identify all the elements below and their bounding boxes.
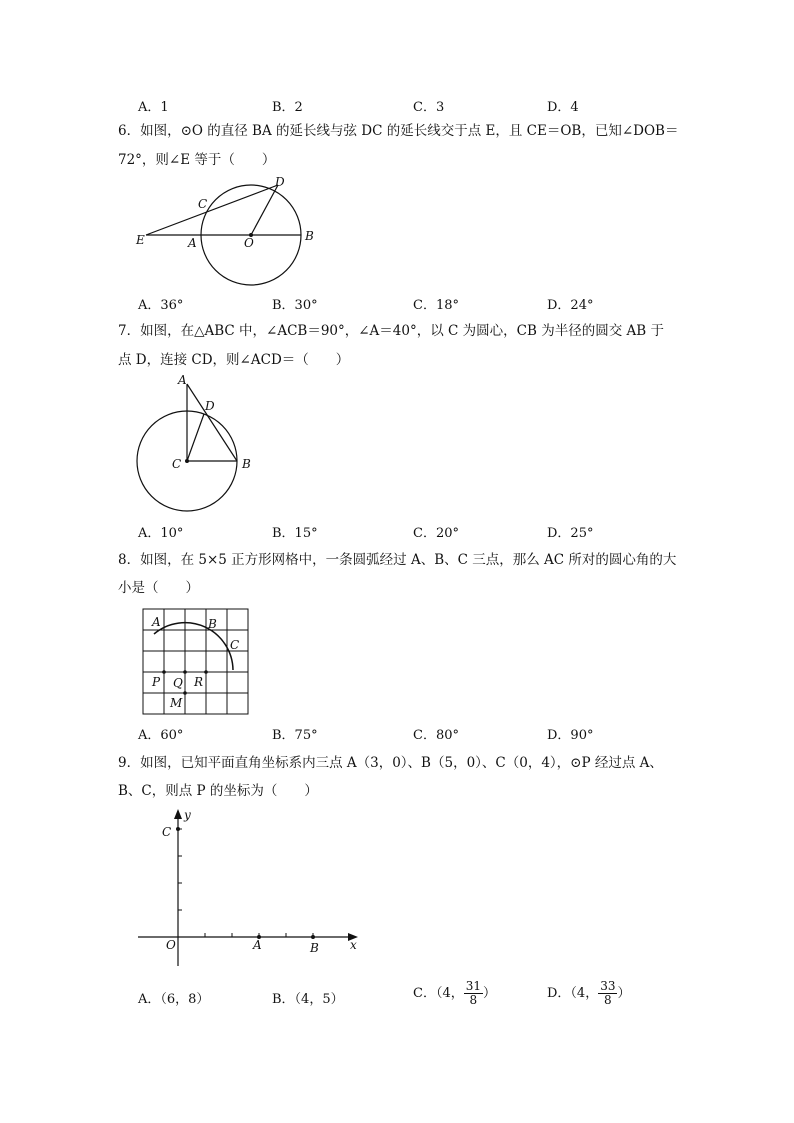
q8-label-r: R [194,675,204,689]
q7-stem-line1: 7．如图，在△ABC 中，∠ACB＝90°，∠A＝40°，以 C 为圆心，CB 为半径的圆交 AB 于 [118,323,664,339]
q7-circle-figure [134,372,256,514]
q9-label-b: B [310,941,319,955]
q8-option-d[interactable]: D．90° [547,728,594,743]
q9-option-c[interactable] [413,980,496,1007]
q7-label-c: C [172,457,182,471]
q6-label-c: C [198,197,208,211]
q8-label-p: P [152,675,161,689]
q8-option-c[interactable]: C．80° [413,728,459,743]
q6-circle-figure [134,172,324,288]
q9-stem-line1: 9．如图，已知平面直角坐标系内三点 A（3，0）、B（5，0）、C（0，4），⊙P 经过点 A、 [118,755,663,771]
q8-label-a: A [152,615,161,629]
q8-option-b[interactable]: B．75° [272,728,318,743]
q9-label-y: y [184,808,191,822]
q9-option-d-fraction [598,980,617,1007]
q9-option-d-suffix: ） [617,986,631,1001]
q9-label-x: x [350,938,357,952]
q9-option-c-numerator: 31 [465,979,481,993]
q6-option-d[interactable]: D．24° [547,298,594,313]
q9-label-c: C [162,825,172,839]
q8-label-b: B [208,617,217,631]
q8-options [138,724,658,746]
q8-label-q: Q [173,676,183,690]
q9-option-d-prefix: D．（4， [547,986,599,1001]
q9-option-c-prefix: C．（4， [413,986,464,1001]
q8-option-a[interactable]: A．60° [138,728,184,743]
q7-option-d[interactable]: D．25° [547,526,594,541]
q7-options [138,522,658,544]
q9-option-d[interactable] [547,980,631,1007]
q9-option-c-fraction [464,980,483,1007]
q9-option-a[interactable]: A．（6，8） [138,992,210,1007]
q5-options [138,96,658,118]
q7-label-b: B [242,457,251,471]
q6-label-a: A [188,236,197,250]
q5-option-d[interactable]: D．4 [547,100,579,115]
q8-stem-line1: 8．如图，在 5×5 正方形网格中，一条圆弧经过 A、B、C 三点，那么 AC 所对的圆心角的大 [118,552,677,568]
q7-option-a[interactable]: A．10° [138,526,184,541]
q7-label-a: A [178,373,187,387]
q5-option-c[interactable]: C．3 [413,100,445,115]
q6-options [138,294,658,316]
q9-label-o: O [166,938,176,952]
q6-stem-line2: 72°，则∠E 等于（ ） [118,152,276,168]
q6-option-c[interactable]: C．18° [413,298,459,313]
q9-option-c-suffix: ） [483,986,497,1001]
q9-stem-line2: B、C，则点 P 的坐标为（ ） [118,783,318,799]
q6-label-b: B [305,229,314,243]
q6-stem-line1: 6．如图，⊙O 的直径 BA 的延长线与弦 DC 的延长线交于点 E，且 CE＝OB，已知∠DOB＝ [118,123,679,139]
q7-stem-line2: 点 D，连接 CD，则∠ACD＝（ ） [118,352,350,368]
q6-label-o: O [244,236,254,250]
q7-label-d: D [205,399,215,413]
q8-label-c: C [230,638,240,652]
q9-options [138,980,658,1020]
q8-stem-line2: 小是（ ） [118,580,199,596]
q9-option-d-numerator: 33 [600,979,616,993]
q7-option-c[interactable]: C．20° [413,526,459,541]
q6-option-a[interactable]: A．36° [138,298,184,313]
q9-label-a: A [253,938,262,952]
q8-grid-figure [138,604,254,720]
q5-option-b[interactable]: B．2 [272,100,303,115]
q6-label-d: D [275,175,285,189]
q6-option-b[interactable]: B．30° [272,298,318,313]
q5-option-a[interactable]: A．1 [138,100,169,115]
q8-label-m: M [170,696,183,710]
q7-option-b[interactable]: B．15° [272,526,318,541]
q6-label-e: E [136,233,145,247]
q9-option-d-denominator: 8 [604,993,612,1007]
q9-option-b[interactable]: B．（4，5） [272,992,344,1007]
q9-option-c-denominator: 8 [469,993,478,1007]
q9-coordinate-figure [134,806,362,970]
